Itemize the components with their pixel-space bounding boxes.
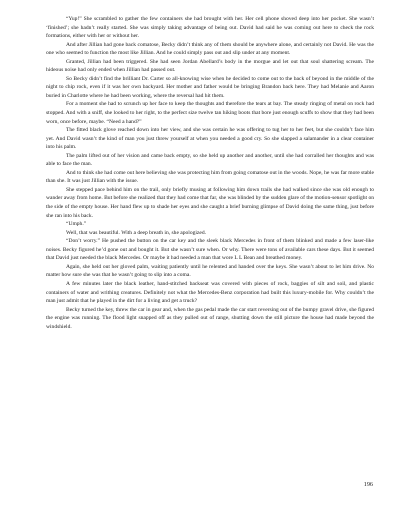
paragraph: And to think she had come out here believing she was protecting him from going comatose out in the woods. Nope, he was far more stable than she. It was just Jillian with the issue. [46,169,374,185]
paragraph: And after Jillian had gone back comatose, Becky didn’t think any of them should be anywhere alone, and certainly not David. He was the one who seemed to function the most like Jillian. And he could simply pass out and slip under at any moment. [46,41,374,57]
paragraph: The fitted black glove reached down into her view, and she was certain he was offering to tug her to her feet, but she couldn’t face him yet. And David wasn’t the kind of man you just threw yourself at when you needed a good cry. So she slapped a salamander in a clear container into his palm. [46,127,374,151]
paragraph: “Don’t worry.” He pushed the button on the car key and the sleek black Mercedes in front of them blinked and made a few laser-like noises. Becky figured he’d gone out and bought it. But she wasn’t sure when. Or why. There were tons of available cars these days. But it seemed that David just needed the black Mercedes. Or maybe it had needed a man that wore L L Bean and breathed money. [46,238,374,262]
paragraph: Becky turned the key, threw the car in gear and, when the gas pedal made the car start reversing out of the bumpy gravel drive, she figured the engine was running. The flood light snapped off as they pulled out of range, shutting down the still picture the house had made beyond the windshield. [46,306,374,330]
paragraph: “Umph.” [66,221,87,228]
paragraph: Well, that was beautiful. With a deep breath in, she apologized. [66,229,207,236]
paragraph: The palm lifted out of her vision and came back empty, so she held up another and another, until she had corralled her thoughts and was able to face the man. [46,152,374,168]
paragraph: “Yup!” She scrambled to gather the few containers she had brought with her. Her cell phone shoved deep into her pocket. She wasn’t ‘finished’; she hadn’t really started. She was simply taking advantage of being out. David had said he was coming out here to check the rock formations, either with her or without her. [46,16,374,40]
page-number: 196 [363,481,373,488]
paragraph: Again, she held out her gloved palm, waiting patiently until he relented and handed over the keys. She wasn’t about to let him drive. No matter how sure she was that he wasn’t going to slip into a coma. [46,263,374,279]
paragraph: Granted, Jillian had been triggered. She had seen Jordan Abellard’s body in the morgue and let out that soul shattering scream. The hideous noise had only ended when Jillian had passed out. [46,58,374,74]
paragraph: She stepped pace behind him on the trail, only briefly musing at following him down trails she had walked since she was old enough to wander away from home. But before she realized that they had come that far, she was blinded by the sudden glare of the motion-sensor spotlight on the side of the empty house. Her hand flew up to shade her eyes and she caught a brief burning glimpse of David doing the same thing, just before she ran into his back. [46,186,374,219]
body-text [46,15,374,331]
paragraph: A few minutes later the black leather, hand-stitched backseat was covered with pieces of rock, baggies of silt and soil, and plastic containers of water and writhing creatures. Definitely not what the Mercedes-Benz corporation had built this luxury-mobile for. Why couldn’t the man just admit that he played in the dirt for a living and get a truck? [46,280,374,305]
paragraph: So Becky didn’t find the brilliant Dr. Carter so all-knowing wise when he decided to come out to the back of beyond in the middle of the night to chip rock, even if it was her own backyard. Her mother and father would be bringing Brandon back here. They had Melanie and Aaron buried in Charlotte where he had been working, where the reversal had hit them. [46,75,374,99]
paragraph: For a moment she had to scrunch up her face to keep the thoughts and therefore the tears at bay. The steady ringing of metal on rock had stopped. And with a sniff, she looked to her right, to the perfect size twelve tan hiking boots that bore just enough scuffs to show that they had been worn, once before, maybe. “Need a hand?” [46,101,374,125]
